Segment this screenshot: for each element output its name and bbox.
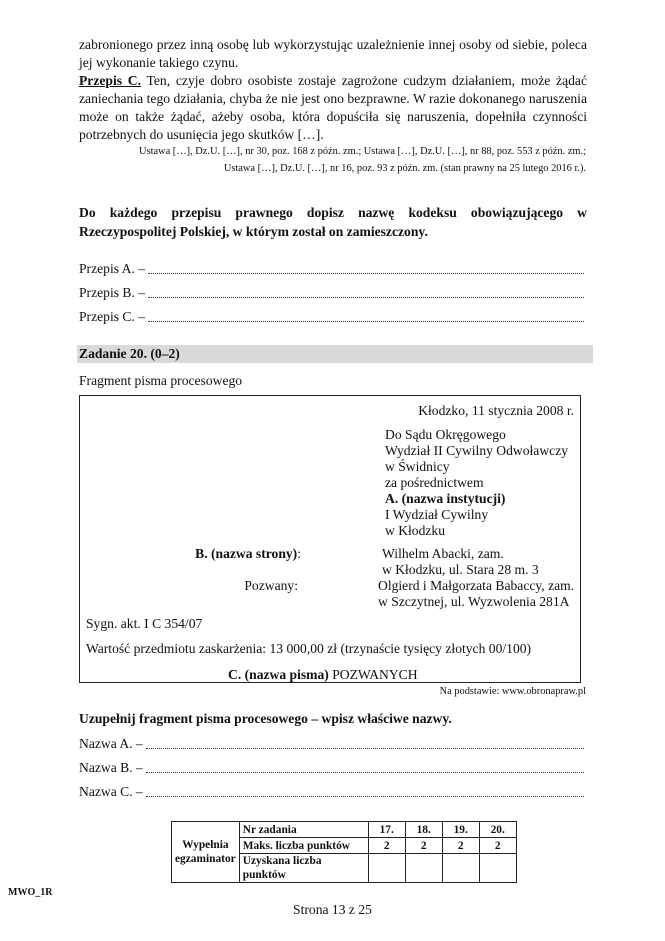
answer-label: Przepis A. – <box>79 261 146 276</box>
title-rest: POZWANYCH <box>328 667 418 682</box>
answer-name-c[interactable] <box>79 784 584 800</box>
letter-title <box>228 667 418 683</box>
przepis-c-text: Ten, czyje dobro osobiste zostaje zagrożone cudzym działaniem, może żądać zaniechania tego działania, chyba że nie jest ono bezprawne. W razie dokonanego naruszenia może on także żądać, ażeby osoba, która dopuściła się naruszenia, dopełniła czynności potrzebnych do usunięcia jego skutków […]. <box>79 73 587 142</box>
citation <box>139 143 586 177</box>
source: Na podstawie: www.obronapraw.pl <box>439 686 586 697</box>
score-side-label: Wypełnia egzaminator <box>172 822 240 883</box>
score-cell[interactable] <box>368 854 405 883</box>
defendant <box>378 578 574 610</box>
party-line: w Szczytnej, ul. Wyzwolenia 281A <box>378 594 570 609</box>
row-label: Maks. liczba punktów <box>239 838 368 854</box>
row-label: Nr zadania <box>239 822 368 838</box>
instruction-20: Uzupełnij fragment pisma procesowego – wpisz właściwe nazwy. <box>79 711 452 726</box>
place-date: Kłodzko, 11 stycznia 2008 r. <box>418 403 574 418</box>
letter-box <box>79 395 581 683</box>
blank-a: A. (nazwa instytucji) <box>385 491 506 506</box>
blank-b: B. (nazwa strony) <box>195 546 298 561</box>
addressee-line: za pośrednictwem <box>385 475 484 490</box>
task-no: 18. <box>405 822 442 838</box>
page-number: Strona 13 z 25 <box>293 902 372 917</box>
party-line: Olgierd i Małgorzata Babaccy, zam. <box>378 578 575 593</box>
answer-line-b[interactable] <box>79 285 584 301</box>
przepis-c <box>79 72 587 144</box>
score-cell[interactable] <box>405 854 442 883</box>
fragment-label: Fragment pisma procesowego <box>79 373 243 388</box>
max-points: 2 <box>479 838 516 854</box>
instruction-19: Do każdego przepisu prawnego dopisz nazwę kodeksu obowiązującego w Rzeczypospolitej Polskiej, w którym został on zamieszczony. <box>79 205 587 239</box>
task-no: 17. <box>368 822 405 838</box>
answer-label: Nazwa C. – <box>79 784 143 799</box>
task-header <box>77 345 593 363</box>
addressee-line: I Wydział Cywilny <box>385 507 489 522</box>
claim-value: Wartość przedmiotu zaskarżenia: 13 000,00 zł (trzynaście tysięcy złotych 00/100) <box>86 641 532 656</box>
blank-c: C. (nazwa pisma) <box>228 667 329 682</box>
row-label: Uzyskana liczba punktów <box>239 854 368 883</box>
answer-label: Przepis B. – <box>79 285 146 300</box>
max-points: 2 <box>442 838 479 854</box>
answer-label: Nazwa A. – <box>79 736 143 751</box>
max-points: 2 <box>405 838 442 854</box>
answer-line-c[interactable] <box>79 309 584 325</box>
defendant-label: Pozwany: <box>244 578 298 593</box>
answer-line-a[interactable] <box>79 261 584 277</box>
citation-line: Ustawa […], Dz.U. […], nr 30, poz. 168 z późn. zm.; Ustawa […], Dz.U. […], nr 88, poz. 553 z późn. zm.; <box>139 146 586 157</box>
addressee-line: w Kłodzku <box>385 523 446 538</box>
answer-label: Przepis C. – <box>79 309 146 324</box>
max-points: 2 <box>368 838 405 854</box>
score-cell[interactable] <box>479 854 516 883</box>
task-no: 20. <box>479 822 516 838</box>
addressee-line: Do Sądu Okręgowego <box>385 427 506 442</box>
task-no: 19. <box>442 822 479 838</box>
answer-name-b[interactable] <box>79 760 584 776</box>
party-line: Wilhelm Abacki, zam. <box>382 546 504 561</box>
party-b-label: B. (nazwa strony): <box>195 546 301 561</box>
intro-tail: zabronionego przez inną osobę lub wykorzystując uzależnienie innej osoby od siebie, poleca jej wykonanie takiego czynu. <box>79 37 587 70</box>
score-table <box>171 821 517 883</box>
party-b <box>382 546 539 578</box>
case-number: Sygn. akt. I C 354/07 <box>86 616 203 631</box>
addressee-line: Wydział II Cywilny Odwoławczy <box>385 443 569 458</box>
answer-label: Nazwa B. – <box>79 760 143 775</box>
addressee-line: w Świdnicy <box>385 459 450 474</box>
addressee <box>385 427 568 539</box>
score-cell[interactable] <box>442 854 479 883</box>
przepis-c-label: Przepis C. <box>79 73 142 88</box>
answer-name-a[interactable] <box>79 736 584 752</box>
citation-line: Ustawa […], Dz.U. […], nr 16, poz. 93 z późn. zm. (stan prawny na 25 lutego 2016 r.). <box>223 163 586 174</box>
exam-code: MWO_1R <box>8 887 53 898</box>
party-line: w Kłodzku, ul. Stara 28 m. 3 <box>382 562 539 577</box>
task-header-text: Zadanie 20. (0–2) <box>79 346 180 361</box>
